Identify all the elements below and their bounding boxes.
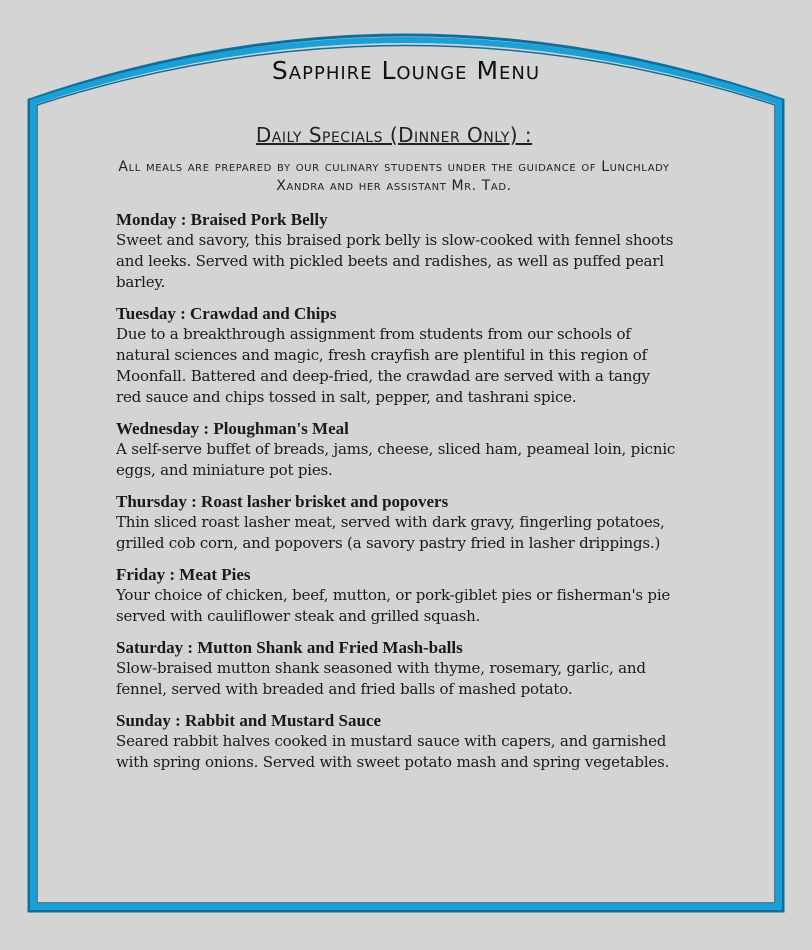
menu-item-saturday [116, 638, 676, 700]
menu-item-thursday [116, 492, 676, 554]
menu-item-friday [116, 565, 676, 627]
dish-description: A self-serve buffet of breads, jams, cheese, sliced ham, peameal loin, picnic eggs, and miniature pot pies. [116, 440, 676, 479]
dish-description: Due to a breakthrough assignment from students from our schools of natural sciences and magic, fresh crayfish are plentiful in this region of Moonfall. Battered and deep-fried, the crawdad are served with a tangy red sauce and chips tossed in salt, pepper, and tashrani spice. [116, 325, 650, 406]
menu-item-wednesday [116, 419, 676, 481]
dish-name: Meat Pies [179, 565, 251, 584]
menu-item-sunday [116, 711, 676, 773]
dish-description: Slow-braised mutton shank seasoned with thyme, rosemary, garlic, and fennel, served with breaded and fried balls of mashed potato. [116, 659, 646, 698]
day-name: Tuesday [116, 304, 176, 323]
dish-name: Crawdad and Chips [190, 304, 337, 323]
dish-description: Sweet and savory, this braised pork belly is slow-cooked with fennel shoots and leeks. Served with pickled beets and radishes, as well as puffed pearl barley. [116, 231, 674, 291]
menu-item-heading: Tuesday : Crawdad and Chips [116, 304, 337, 323]
menu-item-heading: Thursday : Roast lasher brisket and popovers [116, 492, 449, 511]
day-name: Saturday [116, 638, 184, 657]
dish-description: Thin sliced roast lasher meat, served with dark gravy, fingerling potatoes, grilled cob corn, and popovers (a savory pastry fried in lasher drippings.) [116, 513, 665, 552]
dish-name: Roast lasher brisket and popovers [201, 492, 449, 511]
dish-name: Mutton Shank and Fried Mash-balls [197, 638, 463, 657]
dish-description: Your choice of chicken, beef, mutton, or pork-giblet pies or fisherman's pie served with cauliflower steak and grilled squash. [116, 586, 671, 625]
day-name: Thursday [116, 492, 187, 511]
menu-title: Sapphire Lounge Menu [271, 56, 541, 85]
menu-item-heading: Saturday : Mutton Shank and Fried Mash-balls [116, 638, 463, 657]
dish-name: Rabbit and Mustard Sauce [185, 711, 382, 730]
intro-text: All meals are prepared by our culinary students under the guidance of Lunchlady Xandra and her assistant Mr. Tad. [118, 159, 670, 194]
menu-item-monday [116, 210, 676, 293]
menu-item-heading: Sunday : Rabbit and Mustard Sauce [116, 711, 382, 730]
dish-name: Braised Pork Belly [190, 210, 328, 229]
day-name: Sunday [116, 711, 171, 730]
menu-item-heading: Wednesday : Ploughman's Meal [116, 419, 349, 438]
specials-heading: Daily Specials (Dinner Only) : [255, 123, 533, 147]
dish-description: Seared rabbit halves cooked in mustard sauce with capers, and garnished with spring onions. Served with sweet potato mash and spring vegetables. [116, 732, 670, 771]
day-name: Friday [116, 565, 166, 584]
dish-name: Ploughman's Meal [213, 419, 349, 438]
day-name: Monday [116, 210, 177, 229]
menu-item-heading: Monday : Braised Pork Belly [116, 210, 328, 229]
menu-item-tuesday [116, 304, 676, 408]
day-name: Wednesday [116, 419, 200, 438]
menu-item-heading: Friday : Meat Pies [116, 565, 251, 584]
daily-specials-list [116, 210, 676, 784]
